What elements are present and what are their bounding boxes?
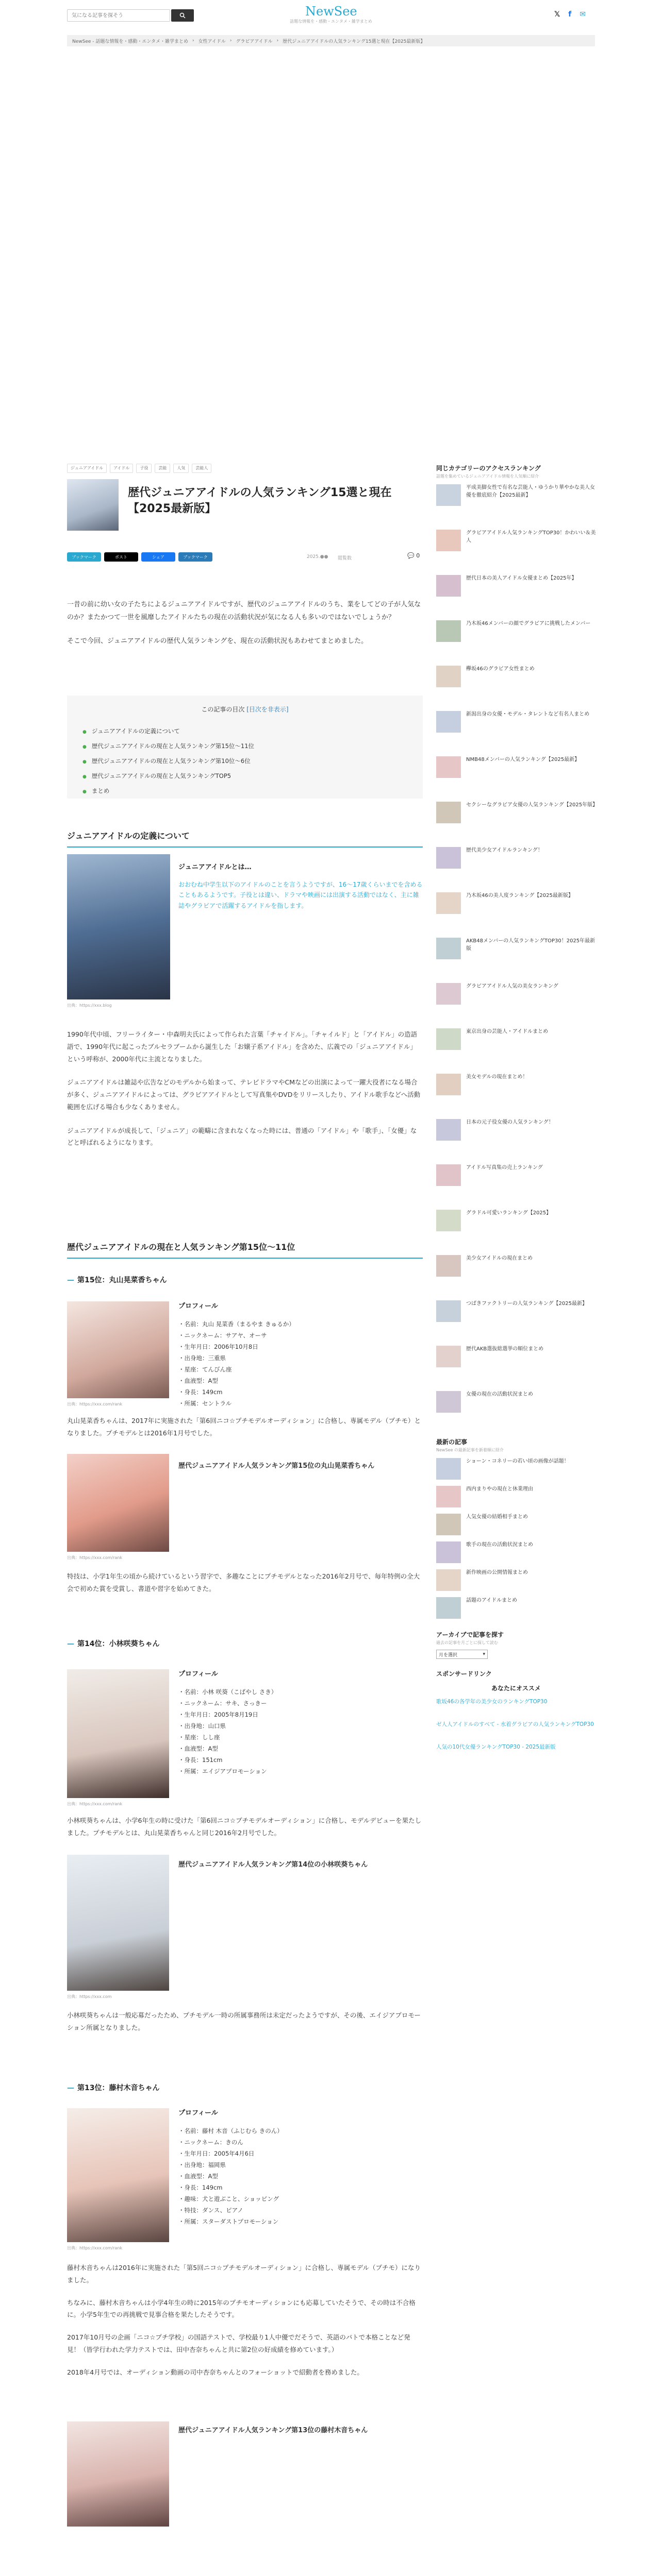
ranking-item[interactable] xyxy=(436,1028,596,1054)
new-article-thumbnail xyxy=(436,1458,461,1480)
ranking-thumbnail xyxy=(436,1028,461,1050)
rank15-text1: 丸山晃菜香ちゃんは、2017年に実施された「第6回ニコ☆プチモデルオーディション」に合格し、専属モデル（プチモ）となりました。プチモデルとは2016年1月号でした。 xyxy=(67,1417,421,1437)
ranking-item[interactable] xyxy=(436,892,596,918)
new-article-title: 話題のアイドルまとめ xyxy=(466,1598,518,1603)
ranking-thumbnail xyxy=(436,802,461,823)
photo-caption: 出典：https://xxx.com/rank xyxy=(67,1402,123,1406)
toc-item[interactable]: ● 歴代ジュニアアイドルの現在と人気ランキング第15位〜11位 xyxy=(82,739,402,754)
toc-item[interactable]: ● まとめ xyxy=(82,784,402,799)
ranking-item-title: 新潟出身の女優・モデル・タレントなど有名人まとめ xyxy=(466,711,590,717)
article-intro: 一昔の前に幼い女の子たちによるジュニアアイドルですが、歴代のジュニアアイドルのうち、業をしてどの子が人気なのか？またかつて一世を風靡したアイドルたちの現在の活動状況が気になる人も多いのではないでしょうか？ そこで今回、ジュニアアイドルの歴代人気ランキングを、現在の活動状況もあわせてまとめました。 xyxy=(67,601,421,646)
ranking-thumbnail xyxy=(436,620,461,642)
new-article-title: 西内まりやの現在と休業理由 xyxy=(466,1486,533,1492)
ranking-item[interactable] xyxy=(436,1346,596,1371)
recommend-link[interactable]: ゼ人人アイドルのすべて - 水着グラビアの人気ランキングTOP30 xyxy=(436,1721,594,1727)
section-heading-rank15-11: 歴代ジュニアアイドルの現在と人気ランキング第15位〜11位 xyxy=(67,1241,423,1259)
ranking-item[interactable] xyxy=(436,1119,596,1145)
ranking-item[interactable] xyxy=(436,1164,596,1190)
rank14-text1: 小林咲葵ちゃんは、小学6年生の時に受けた「第6回ニコ☆プチモデルオーディション」に合格し、モデルデビューを果たしました。プチモデルとは、丸山晃菜香ちゃんと同じ2016年2月号でした。 xyxy=(67,1817,422,1837)
ranking-item-title: 美少女アイドルの現在まとめ xyxy=(466,1256,533,1261)
ranking-item-title: 乃木坂46メンバーの顔でグラビアに挑戦したメンバー xyxy=(466,621,591,626)
rank14-photo1 xyxy=(67,1669,169,1798)
site-header xyxy=(0,0,662,26)
rank15-heading: — 第15位：丸山晃菜香ちゃん xyxy=(67,1276,167,1284)
ranking-item[interactable] xyxy=(436,530,596,555)
rank14-photo2 xyxy=(67,1855,169,1991)
ranking-thumbnail xyxy=(436,484,461,506)
ranking-item[interactable] xyxy=(436,802,596,827)
ranking-item[interactable] xyxy=(436,575,596,601)
ranking-item[interactable] xyxy=(436,983,596,1009)
ranking-thumbnail xyxy=(436,847,461,869)
tag[interactable]: 子役 xyxy=(136,464,152,473)
ranking-item-title: グラドル可愛いランキング【2025】 xyxy=(466,1210,552,1216)
rank13-profile: プロフィール ・名前：藤村 木音（ふじむら きのん） ・ニックネーム：きのん ・生年月日：2005年4月6日 ・出身地：福岡県 ・血液型：A型 ・身長：149cm ・趣味：犬と遊ぶこと、ショッピング ・特技：ダンス、ピアノ ・所属：スターダストプロモーション xyxy=(178,2109,283,2225)
rank15-profile: プロフィール ・名前：丸山 晃菜香（まるやま きゅるか） ・ニックネーム：サアヤ、オーサ ・生年月日：2006年10月8日 ・出身地：三重県 ・星座：てんびん座 ・血液型：A型 ・身長：149cm ・所属：セントラル xyxy=(178,1302,295,1407)
ranking-thumbnail xyxy=(436,1255,461,1277)
ranking-thumbnail xyxy=(436,983,461,1005)
rank15-photo-title: 歴代ジュニアアイドル人気ランキング第15位の丸山晃菜香ちゃん xyxy=(178,1462,375,1470)
facebook-icon[interactable]: f xyxy=(568,10,572,19)
ranking-item-title: 東京出身の芸能人・アイドルまとめ xyxy=(466,1029,549,1035)
toc-item[interactable]: ● 歴代ジュニアアイドルの現在と人気ランキング第10位〜6位 xyxy=(82,754,402,769)
tag[interactable]: 芸能 xyxy=(155,464,170,473)
rank13-photo2 xyxy=(67,2421,169,2527)
breadcrumb-home[interactable]: NewSee - 話題な情報を・感動・エンタメ・雑学まとめ xyxy=(72,39,189,44)
rank15-text2: 特技は、小学1年生の頃から続けているという習字で、多趣なことにプチモデルとなった2016年2月号で、毎年特例の全大会で初めた賞を受賞し、書道や習字を始めてきた。 xyxy=(67,1572,420,1592)
ranking-thumbnail xyxy=(436,1119,461,1141)
comment-count[interactable]: 💬 0 xyxy=(407,552,420,559)
new-article-thumbnail xyxy=(436,1597,461,1619)
search-icon xyxy=(179,12,186,19)
article-views: 閲覧数 xyxy=(338,556,352,561)
ranking-item[interactable] xyxy=(436,938,596,963)
toc-toggle-link[interactable]: [目次を非表示] xyxy=(246,706,289,713)
ranking-thumbnail xyxy=(436,938,461,959)
new-article-item[interactable] xyxy=(436,1514,596,1537)
tag[interactable]: 人気 xyxy=(173,464,189,473)
ranking-item[interactable] xyxy=(436,756,596,782)
ranking-item[interactable] xyxy=(436,1255,596,1281)
new-article-title: 歌手の現在の活動状況まとめ xyxy=(466,1542,533,1548)
ranking-item-title: 美女モデルの現在まとめ！ xyxy=(466,1074,528,1080)
ranking-item-title: グラビアアイドル人気の美女ランキング xyxy=(466,984,558,989)
mail-icon[interactable]: ✉ xyxy=(580,10,586,19)
ranking-item-title: グラビアアイドル人気ランキングTOP30！かわいい＆美人 xyxy=(466,530,596,544)
sidebar-recommend-header: あなたにオススメ xyxy=(491,1685,541,1692)
new-article-thumbnail xyxy=(436,1541,461,1563)
sidebar-archive: アーカイブで記事を探す 過去の記事を月ごとに探して読む 月を選択 ▾ xyxy=(436,1630,596,1659)
ranking-item[interactable] xyxy=(436,620,596,646)
ranking-item[interactable] xyxy=(436,711,596,737)
ranking-item-title: 日本の元子役女優の人気ランキング！ xyxy=(466,1120,554,1125)
new-article-item[interactable] xyxy=(436,1597,596,1621)
photo-caption: 出典：https://xxx.com xyxy=(67,1994,112,1999)
ranking-item[interactable] xyxy=(436,1391,596,1417)
ranking-thumbnail xyxy=(436,1164,461,1186)
recommend-link[interactable]: 歌坂46の各学年の美少女のランキングTOP30 xyxy=(436,1699,548,1705)
ranking-item-title: 平成美脚女性で有名な芸能人・ゆうかり華やかな美人女優を徹底紹介【2025最新】 xyxy=(466,485,595,498)
ranking-item[interactable] xyxy=(436,1300,596,1326)
article-tags xyxy=(67,464,325,473)
ad-area xyxy=(67,46,595,448)
new-article-item[interactable] xyxy=(436,1541,596,1565)
article-title: 歴代ジュニアアイドルの人気ランキング15選と現在【2025最新版】 xyxy=(128,486,392,515)
ranking-item-title: 欅坂46のグラビア女性まとめ xyxy=(466,666,535,672)
search-button[interactable] xyxy=(171,9,194,22)
ranking-item-title: セクシーなグラビア女優の人気ランキング【2025年版】 xyxy=(466,802,598,808)
toc-item[interactable]: ● 歴代ジュニアアイドルの現在と人気ランキングTOP5 xyxy=(82,769,402,784)
ranking-thumbnail xyxy=(436,1346,461,1367)
toc-title: この記事の目次 [目次を非表示] xyxy=(201,706,289,713)
rank15-photo1 xyxy=(67,1301,169,1398)
ranking-item-title: NMB48メンバーの人気ランキング【2025最新】 xyxy=(466,757,580,762)
ranking-item[interactable] xyxy=(436,847,596,873)
ranking-item[interactable] xyxy=(436,1074,596,1099)
ranking-item-title: アイドル写真集の売上ランキング xyxy=(466,1165,543,1171)
ranking-item-title: 歴代美少女アイドルランキング！ xyxy=(466,848,543,853)
toc-item[interactable]: ● ジュニアアイドルの定義について xyxy=(82,724,402,739)
ranking-thumbnail xyxy=(436,1210,461,1231)
new-article-item[interactable] xyxy=(436,1458,596,1482)
ranking-thumbnail xyxy=(436,892,461,914)
rank14-photo-title: 歴代ジュニアアイドル人気ランキング第14位の小林咲葵ちゃん xyxy=(178,1861,368,1869)
ranking-item[interactable] xyxy=(436,666,596,691)
article-date: 2025.●● xyxy=(307,554,328,560)
site-tagline: 話題な情報を・感動・エンタメ・雑学まとめ xyxy=(290,19,372,24)
ranking-item-title: 歴代日本の美人アイドル女優まとめ【2025年】 xyxy=(466,575,577,581)
ranking-thumbnail xyxy=(436,666,461,687)
share-buttons xyxy=(67,552,212,562)
new-article-item[interactable] xyxy=(436,1486,596,1510)
ranking-item-title: AKB48メンバーの人気ランキングTOP30！2025年最新版 xyxy=(466,938,595,952)
new-article-thumbnail xyxy=(436,1486,461,1507)
archive-select[interactable]: 月を選択 ▾ xyxy=(436,1650,488,1659)
section-heading-definition: ジュニアアイドルの定義について xyxy=(67,829,423,848)
photo-caption: 出典：https://xxx.com/rank xyxy=(67,1555,123,1560)
ranking-item[interactable] xyxy=(436,484,596,510)
share-button-x[interactable]: ポスト xyxy=(104,552,138,562)
definition-box: ジュニアアイドルとは… おおむね中学生以下のアイドルのことを言うようですが、16〜17歳くらいまでを含めることもあるようです。子役とは違い、ドラマや映画には出演する活動ではなく、主に雑誌やグラビアで活躍するアイドルを指します。 xyxy=(178,863,423,909)
chevron-down-icon: ▾ xyxy=(483,1652,485,1657)
ranking-thumbnail xyxy=(436,756,461,778)
rank13-heading: — 第13位：藤村木音ちゃん xyxy=(67,2084,160,2092)
new-article-title: 人気女優の結婚相手まとめ xyxy=(466,1514,528,1520)
rank14-profile: プロフィール ・名前：小林 咲葵（こばやし さき） ・ニックネーム：サキ、さっきー ・生年月日：2005年8月19日 ・出身地：山口県 ・星座：しし座 ・血液型：A型 ・身長：151cm ・所属：エイジアプロモーション xyxy=(178,1670,277,1775)
share-button-facebook[interactable]: シェア xyxy=(141,552,175,562)
recommend-link[interactable]: 人気の10代女優ランキングTOP30 - 2025最新版 xyxy=(436,1744,556,1750)
breadcrumb-category[interactable]: 女性アイドル xyxy=(198,39,226,44)
tag[interactable]: アイドル xyxy=(110,464,133,473)
breadcrumb-subcategory[interactable]: グラビアアイドル xyxy=(236,39,273,44)
photo-caption: 出典：https://xxx.com/rank xyxy=(67,1802,123,1806)
ranking-thumbnail xyxy=(436,575,461,597)
new-article-title: 新作映画の公開情報まとめ xyxy=(466,1570,528,1575)
search-input[interactable] xyxy=(67,9,170,22)
sidebar-new-header: 最新の記事 NewSee の最新記事を新着順に紹介 xyxy=(436,1438,504,1452)
tag[interactable]: 芸能人 xyxy=(192,464,211,473)
ranking-item-title: 乃木坂46の美人度ランキング【2025最新版】 xyxy=(466,893,573,899)
ranking-item-title: 女優の現在の活動状況まとめ xyxy=(466,1392,533,1397)
definition-photo xyxy=(67,854,170,999)
social-links xyxy=(554,10,586,19)
breadcrumb-current: 歴代ジュニアアイドルの人気ランキング15選と現在【2025最新版】 xyxy=(283,39,425,44)
new-article-item[interactable] xyxy=(436,1569,596,1593)
photo-caption: 出典：https://xxx.blog xyxy=(67,1003,112,1008)
rank13-body: 藤村木音ちゃんは2016年に実施された「第5回ニコ☆プチモデルオーディション」に合格し、専属モデル（プチモ）になりました。 ちなみに、藤村木音ちゃんは小学4年生の時に2015年のプチモオーディションにも応募していたそうで、その時は不合格に。小学5年生での再挑戦で見事合格を果たしたそうです。 2017年10月号の企画「ニコ☆プチ学校」の国語テストで、学校最り1人中優でだそうで、英語のパトで本格ことなど発見！（皆学行われた学力テストでは、田中杏奈ちゃんと共に第2位の好成績を修めています。） 2018年4月号では、オーディション動画の司中杏奈ちゃんとのフォーショットで紹動者を務めました。 xyxy=(67,2264,421,2376)
ranking-item[interactable] xyxy=(436,1210,596,1235)
rank14-heading: — 第14位：小林咲葵ちゃん xyxy=(67,1640,160,1648)
breadcrumb: NewSee - 話題な情報を・感動・エンタメ・雑学まとめ › 女性アイドル › グラビアアイドル › 歴代ジュニアアイドルの人気ランキング15選と現在【2025最新版】 xyxy=(67,35,595,46)
rank13-photo-title: 歴代ジュニアアイドル人気ランキング第13位の藤村木音ちゃん xyxy=(178,2427,368,2434)
rank13-photo1 xyxy=(67,2108,169,2242)
new-article-title: ショーン・コネリーの若い頃の画像が話題！ xyxy=(466,1459,569,1464)
ranking-thumbnail xyxy=(436,1300,461,1322)
ranking-thumbnail xyxy=(436,1391,461,1413)
ranking-thumbnail xyxy=(436,711,461,733)
new-article-thumbnail xyxy=(436,1514,461,1535)
ranking-item-title: 歴代AKB選抜総選挙の順位まとめ xyxy=(466,1346,544,1352)
ranking-thumbnail xyxy=(436,1074,461,1095)
ranking-thumbnail xyxy=(436,530,461,551)
rank14-text2: 小林咲葵ちゃんは一般応募だったため、プチモデル一時の所属事務所は未定だったようですが、その後、エイジアプロモーション所属となりました。 xyxy=(67,2011,421,2031)
site-logo[interactable]: NewSee xyxy=(305,4,357,19)
tag[interactable]: ジュニアアイドル xyxy=(67,464,107,473)
share-button-bookmark[interactable]: ブックマーク xyxy=(178,552,212,562)
table-of-contents xyxy=(67,696,423,799)
x-icon[interactable]: 𝕏 xyxy=(554,10,560,19)
sidebar-ranking-header: 同じカテゴリーのアクセスランキング 話題を集めているジュニアアイドル情報を人気順に紹介 xyxy=(436,465,541,479)
article-thumbnail xyxy=(67,479,119,531)
ranking-item-title: つばきファクトリーの人気ランキング【2025最新】 xyxy=(466,1301,587,1307)
definition-body: 1990年代中頃、フリーライター・中森明夫氏によって作られた言葉「チャイドル」。「チャイルド」と「アイドル」の造語語で、1990年代に起こったブルセラブームから誕生した「お嬢子系アイドル」を含めた、広義での「ジュニアアイドル」という呼称が、2000年代に主流となりました。 ジュニアアイドルは雑誌や広告などのモデルから始まって、テレビドラマやCMなどの出演によって一躍大役者になる場合が多く、ジュニアアイドルによっては、グラビアアイドルとして写真集やDVDをリリースしたり、アイドル歌手などへ活動範囲を広げる場合も少なくありません。 ジュニアアイドルが成長して、「ジュニア」の範疇に含まれなくなった時には、普通の「アイドル」や「歌手」、「女優」などと呼ばれるようになります。 xyxy=(67,1030,421,1147)
share-button-hatena[interactable]: ブックマーク xyxy=(67,552,101,562)
new-article-thumbnail xyxy=(436,1569,461,1591)
photo-caption: 出典：https://xxx.com/rank xyxy=(67,2246,123,2250)
rank15-photo2 xyxy=(67,1454,169,1552)
sidebar-sponsor: スポンサードリンク xyxy=(436,1670,492,1677)
